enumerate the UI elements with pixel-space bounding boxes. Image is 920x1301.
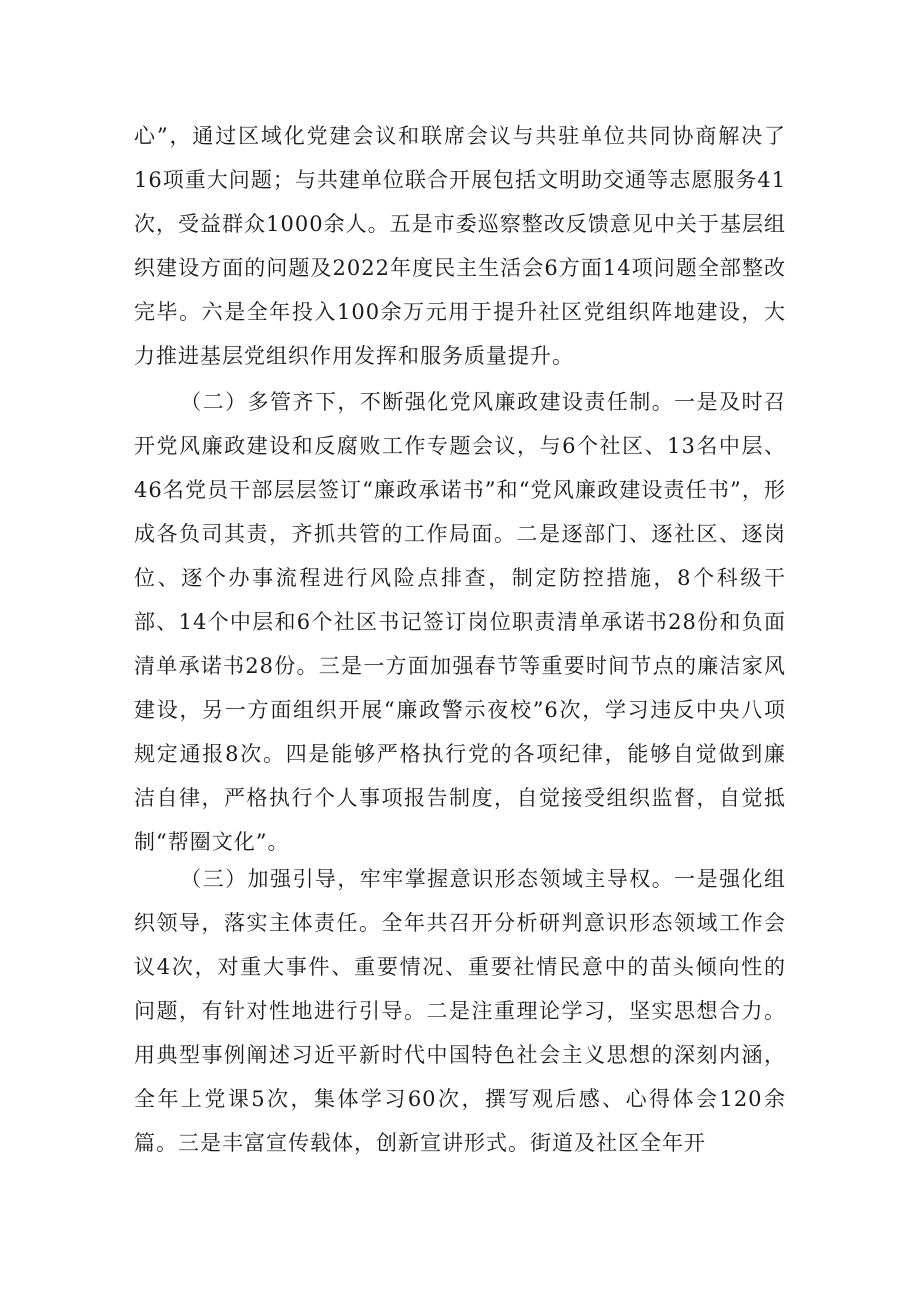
paragraph-continuation [134, 114, 786, 378]
paragraph-3-text: （三）加强引导，牢牢掌握意识形态领域主导权。一是强化组织领导，落实主体责任。全年共召开分析研判意识形态领域工作会议4次，对重大事件、重要情况、重要社情民意中的苗头倾向性的问题，有针对性地进行引导。二是注重理论学习，坚实思想合力。用典型事例阐述习近平新时代中国特色社会主义思想的深刻内涵，全年上党课5次，集体学习60次，撰写观后感、心得体会120余篇。三是丰富宣传载体，创新宣讲形式。街道及社区全年开 [134, 867, 786, 1155]
paragraph-section-two [134, 380, 786, 864]
paragraph-2-text: （二）多管齐下，不断强化党风廉政建设责任制。一是及时召开党风廉政建设和反腐败工作专题会议，与6个社区、13名中层、46名党员干部层层签订“廉政承诺书”和“党风廉政建设责任书”，形成各负司其责，齐抓共管的工作局面。二是逐部门、逐社区、逐岗位、逐个办事流程进行风险点排查，制定防控措施，8个科级干部、14个中层和6个社区书记签订岗位职责清单承诺书28份和负面清单承诺书28份。三是一方面加强春节等重要时间节点的廉洁家风建设，另一方面组织开展“廉政警示夜校”6次，学习违反中央八项规定通报8次。四是能够严格执行党的各项纪律，能够自觉做到廉洁自律，严格执行个人事项报告制度，自觉接受组织监督，自觉抵制“帮圈文化”。 [134, 390, 786, 854]
paragraph-section-three [134, 857, 786, 1165]
paragraph-1-text: 心”，通过区域化党建会议和联席会议与共驻单位共同协商解决了16项重大问题；与共建单位联合开展包括文明助交通等志愿服务41次，受益群众1000余人。五是市委巡察整改反馈意见中关于基层组织建设方面的问题及2022年度民主生活会6方面14项问题全部整改完毕。六是全年投入100余万元用于提升社区党组织阵地建设，大力推进基层党组织作用发挥和服务质量提升。 [134, 124, 786, 368]
